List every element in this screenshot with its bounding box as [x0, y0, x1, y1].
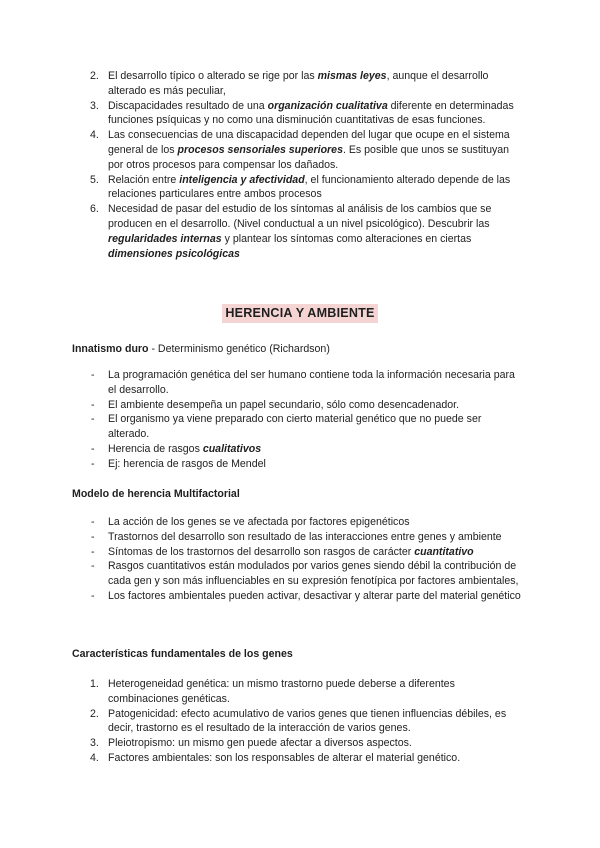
list-item: - Ej: herencia de rasgos de Mendel	[91, 457, 266, 470]
list-number: 1.	[90, 678, 99, 690]
innatismo-subtitle: - Determinismo genético (Richardson)	[148, 343, 330, 355]
section-heading-wrap	[0, 304, 600, 323]
bullet-dash: -	[91, 457, 95, 470]
caracteristicas-heading	[72, 647, 293, 662]
list-number: 4.	[90, 751, 99, 764]
list-item: 5. Relación entre inteligencia y afectividad, el funcionamiento alterado depende de las relaciones particulares entre ambos procesos	[90, 173, 511, 201]
list-item: - El organismo ya viene preparado con cierto material genético que no puede ser alterado.	[91, 413, 482, 441]
list-number: 5.	[90, 173, 99, 186]
list-number: 3.	[90, 99, 99, 112]
list-number: 6.	[90, 203, 99, 216]
list-item: 6. Necesidad de pasar del estudio de los síntomas al análisis de los cambios que se producen en el desarrollo. (Nivel conductual a un nivel psicológico). Descubrir las regularidades internas y plantear los síntomas como alteraciones en ciertas dimensiones psicológicas	[90, 203, 492, 260]
emphasis: regularidades internas	[108, 232, 222, 245]
list-item: - Los factores ambientales pueden activar, desactivar y alterar parte del material genético	[91, 589, 521, 602]
list-item: 1. Heterogeneidad genética: un mismo trastorno puede deberse a diferentes combinaciones genéticas.	[90, 678, 455, 705]
list-item: 2. El desarrollo típico o alterado se rige por las mismas leyes, aunque el desarrollo alterado es más peculiar,	[90, 70, 489, 97]
list-item: - La acción de los genes se ve afectada por factores epigenéticos	[91, 516, 410, 528]
list-item: 3. Discapacidades resultado de una organización cualitativa diferente en determinadas funciones psíquicas y no como una disminución cuantitativas de esas funciones.	[90, 99, 514, 127]
list-number: 2.	[90, 70, 99, 82]
list-item: 2. Patogenicidad: efecto acumulativo de varios genes que tienen influencias débiles, es decir, trastorno es el resultado de la interacción de varios genes.	[90, 707, 507, 735]
list-item: - Síntomas de los trastornos del desarrollo son rasgos de carácter cuantitativo	[91, 545, 474, 558]
intro-numbered-list	[0, 69, 600, 261]
bullet-dash: -	[91, 530, 95, 543]
list-item: 4. Factores ambientales: son los responsables de alterar el material genético.	[90, 751, 461, 764]
emphasis: procesos sensoriales superiores	[177, 143, 343, 156]
list-number: 4.	[90, 129, 99, 142]
multifactorial-heading	[72, 487, 240, 502]
section-title: HERENCIA Y AMBIENTE	[222, 304, 377, 323]
caracteristicas-title: Características fundamentales de los genes	[72, 648, 293, 660]
emphasis: mismas leyes	[317, 70, 387, 82]
bullet-dash: -	[91, 413, 95, 426]
multifactorial-title: Modelo de herencia Multifactorial	[72, 488, 240, 500]
bullet-dash: -	[91, 589, 95, 602]
emphasis: cuantitativo	[414, 545, 474, 558]
bullet-dash: -	[91, 442, 95, 455]
bullet-dash: -	[91, 398, 95, 411]
bullet-dash: -	[91, 516, 95, 528]
innatismo-list	[0, 368, 600, 472]
list-item: - El ambiente desempeña un papel secundario, sólo como desencadenador.	[91, 398, 460, 411]
list-item: - Trastornos del desarrollo son resultado de las interacciones entre genes y ambiente	[91, 530, 502, 543]
emphasis: cualitativos	[202, 442, 262, 455]
emphasis: dimensiones psicológicas	[108, 247, 240, 260]
list-item: - Herencia de rasgos cualitativos	[91, 442, 262, 455]
innatismo-heading	[72, 342, 330, 357]
emphasis: inteligencia y afectividad	[179, 173, 305, 186]
bullet-dash: -	[91, 560, 95, 573]
emphasis: organización cualitativa	[267, 99, 388, 112]
caracteristicas-list	[0, 677, 600, 766]
list-item: - La programación genética del ser humano contiene toda la información necesaria para el desarrollo.	[91, 369, 515, 396]
list-item: 3. Pleiotropismo: un mismo gen puede afectar a diversos aspectos.	[90, 737, 412, 750]
multifactorial-list	[0, 515, 600, 604]
bullet-dash: -	[91, 545, 95, 558]
bullet-dash: -	[91, 369, 95, 381]
list-number: 3.	[90, 737, 99, 750]
innatismo-title: Innatismo duro	[72, 343, 149, 355]
list-item: 4. Las consecuencias de una discapacidad dependen del lugar que ocupe en el sistema general de los procesos sensoriales superiores. Es posible que unos se sustituyan por otros procesos para compensar los dañados.	[90, 129, 510, 171]
list-item: - Rasgos cuantitativos están modulados por varios genes siendo débil la contribución de cada gen y son más influenciables en su expresión fenotípica por factores ambientales,	[91, 560, 519, 588]
list-number: 2.	[90, 707, 99, 720]
